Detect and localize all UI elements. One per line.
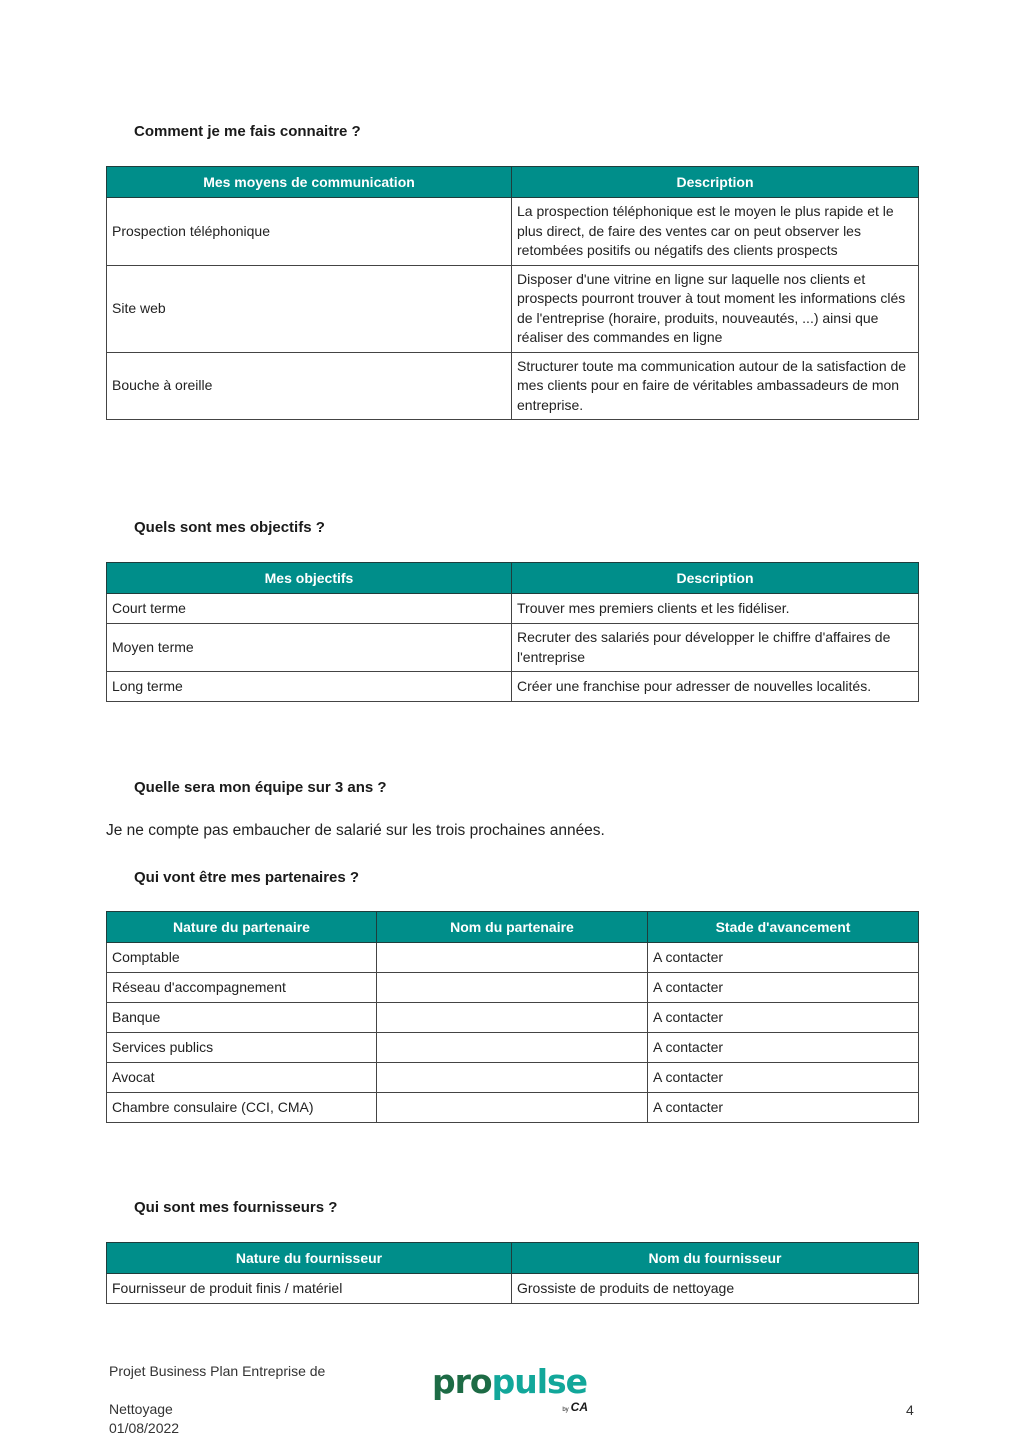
suppliers-header-name: Nom du fournisseur <box>512 1243 919 1274</box>
objectives-table <box>106 562 919 702</box>
partner-stage-cell: A contacter <box>648 1093 919 1123</box>
table-row <box>107 1274 919 1304</box>
partner-stage-cell: A contacter <box>648 1033 919 1063</box>
partner-name-cell <box>377 1093 648 1123</box>
footer-project-info <box>109 1362 325 1438</box>
communication-heading: Comment je me fais connaitre ? <box>134 123 361 140</box>
logo-pulse-text: pulse <box>491 1362 588 1401</box>
table-row <box>107 943 919 973</box>
propulse-logo <box>432 1362 592 1418</box>
logo-pro-text: pro <box>432 1362 492 1401</box>
partners-header-nature: Nature du partenaire <box>107 912 377 943</box>
partner-nature-cell: Chambre consulaire (CCI, CMA) <box>107 1093 377 1123</box>
suppliers-table <box>106 1242 919 1304</box>
partner-stage-cell: A contacter <box>648 1003 919 1033</box>
partner-nature-cell: Avocat <box>107 1063 377 1093</box>
table-row <box>107 1003 919 1033</box>
objective-description-cell: Recruter des salariés pour développer le chiffre d'affaires de l'entreprise <box>512 624 919 672</box>
partner-name-cell <box>377 1063 648 1093</box>
partners-header-name: Nom du partenaire <box>377 912 648 943</box>
table-row <box>107 1063 919 1093</box>
objective-description-cell: Trouver mes premiers clients et les fidéliser. <box>512 594 919 624</box>
partner-name-cell <box>377 973 648 1003</box>
table-row <box>107 624 919 672</box>
partner-stage-cell: A contacter <box>648 973 919 1003</box>
table-row <box>107 672 919 702</box>
table-row <box>107 265 919 352</box>
objective-term-cell: Moyen terme <box>107 624 512 672</box>
team-heading: Quelle sera mon équipe sur 3 ans ? <box>134 779 387 796</box>
footer-project-line2: Nettoyage <box>109 1401 173 1417</box>
partner-name-cell <box>377 1003 648 1033</box>
table-row <box>107 973 919 1003</box>
partner-nature-cell: Banque <box>107 1003 377 1033</box>
objective-description-cell: Créer une franchise pour adresser de nouvelles localités. <box>512 672 919 702</box>
communication-means-cell: Bouche à oreille <box>107 352 512 420</box>
partner-name-cell <box>377 1033 648 1063</box>
partner-nature-cell: Comptable <box>107 943 377 973</box>
table-row <box>107 198 919 266</box>
team-text: Je ne compte pas embaucher de salarié sur les trois prochaines années. <box>106 822 605 839</box>
partners-heading: Qui vont être mes partenaires ? <box>134 869 360 886</box>
page-number: 4 <box>906 1402 914 1418</box>
partner-nature-cell: Réseau d'accompagnement <box>107 973 377 1003</box>
communication-description-cell: La prospection téléphonique est le moyen le plus rapide et le plus direct, de faire des ventes car on peut observer les retombées positifs ou négatifs des clients prospects <box>512 198 919 266</box>
partners-header-stage: Stade d'avancement <box>648 912 919 943</box>
footer-project-line1: Projet Business Plan Entreprise de <box>109 1363 326 1379</box>
objective-term-cell: Court terme <box>107 594 512 624</box>
partner-nature-cell: Services publics <box>107 1033 377 1063</box>
communication-header-means: Mes moyens de communication <box>107 167 512 198</box>
objectives-header-objective: Mes objectifs <box>107 563 512 594</box>
partner-stage-cell: A contacter <box>648 943 919 973</box>
table-row <box>107 594 919 624</box>
logo-ca-text: CA <box>570 1400 588 1414</box>
suppliers-header-nature: Nature du fournisseur <box>107 1243 512 1274</box>
objective-term-cell: Long terme <box>107 672 512 702</box>
supplier-nature-cell: Fournisseur de produit finis / matériel <box>107 1274 512 1304</box>
partner-stage-cell: A contacter <box>648 1063 919 1093</box>
partners-table <box>106 911 919 1123</box>
communication-means-cell: Prospection téléphonique <box>107 198 512 266</box>
logo-by-text: by <box>562 1407 569 1413</box>
partner-name-cell <box>377 943 648 973</box>
logo-ca-mark <box>562 1400 588 1414</box>
footer-date: 01/08/2022 <box>109 1420 180 1436</box>
suppliers-heading: Qui sont mes fournisseurs ? <box>134 1199 338 1216</box>
communication-means-cell: Site web <box>107 265 512 352</box>
communication-description-cell: Structurer toute ma communication autour de la satisfaction de mes clients pour en faire de véritables ambassadeurs de mon entreprise. <box>512 352 919 420</box>
communication-description-cell: Disposer d'une vitrine en ligne sur laquelle nos clients et prospects pourront trouver à tout moment les informations clés de l'entreprise (horaire, produits, nouveautés, ...) ainsi que réaliser des commandes en ligne <box>512 265 919 352</box>
table-row <box>107 352 919 420</box>
communication-header-description: Description <box>512 167 919 198</box>
supplier-name-cell: Grossiste de produits de nettoyage <box>512 1274 919 1304</box>
table-row <box>107 1093 919 1123</box>
table-row <box>107 1033 919 1063</box>
objectives-header-description: Description <box>512 563 919 594</box>
objectives-heading: Quels sont mes objectifs ? <box>134 519 325 536</box>
communication-table <box>106 166 919 420</box>
